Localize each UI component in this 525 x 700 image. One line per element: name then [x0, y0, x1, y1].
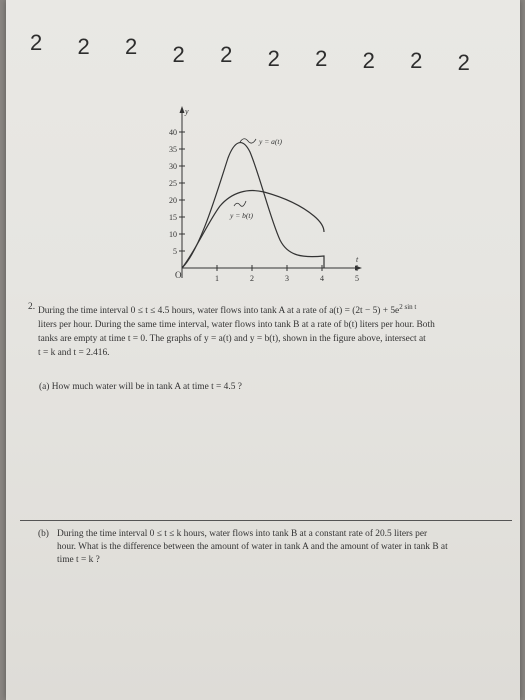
graph-figure — [156, 100, 376, 295]
part-b — [38, 528, 478, 567]
page-number: 2 — [125, 34, 138, 59]
page-number-row — [30, 28, 470, 75]
origin-label: O — [175, 270, 182, 280]
page-number: 2 — [267, 46, 280, 71]
page-number: 2 — [30, 30, 43, 55]
t-tick-label: 2 — [250, 274, 254, 283]
page-number: 2 — [362, 48, 375, 73]
t-tick-label: 5 — [355, 274, 359, 283]
graph-svg — [156, 100, 376, 290]
part-b-line: hour. What is the difference between the amount of water in tank A and the amount of water in tank B at — [57, 542, 448, 552]
y-axis-arrow — [180, 106, 185, 113]
page-number: 2 — [457, 50, 470, 75]
page-number: 2 — [410, 48, 423, 73]
problem-statement — [28, 300, 490, 360]
y-tick-label: 20 — [169, 196, 177, 205]
curve-b-label: y = b(t) — [230, 211, 253, 220]
problem-line: liters per hour. During the same time interval, water flows into tank B at a rate of b(t) liters per hour. Both — [38, 320, 435, 331]
divider-line — [20, 520, 512, 521]
curve-a-label: y = a(t) — [259, 137, 282, 146]
y-tick-label: 25 — [169, 179, 177, 188]
exponent: 2 sin t — [399, 303, 417, 311]
exam-page — [6, 0, 520, 700]
page-number: 2 — [77, 34, 90, 59]
t-axis-label: t — [356, 255, 359, 264]
part-b-label: (b) — [38, 529, 49, 539]
part-b-line: time t = k ? — [57, 555, 100, 565]
y-tick-label: 40 — [169, 128, 177, 137]
problem-line: t = k and t = 2.416. — [38, 348, 110, 359]
t-tick-label: 1 — [215, 274, 219, 283]
t-tick-label: 3 — [285, 274, 289, 283]
part-a — [39, 382, 242, 392]
problem-number: 2. — [28, 302, 36, 312]
y-tick-label: 10 — [169, 230, 177, 239]
y-axis-label: y — [185, 107, 189, 116]
problem-line: During the time interval 0 ≤ t ≤ 4.5 hours, water flows into tank A at a rate of $a(t) = (2t - 5) + 5e^{2 sin t}$ — [38, 303, 417, 317]
curve-b-pointer — [234, 201, 246, 206]
part-a-text: How much water will be in tank A at time t = 4.5 ? — [51, 382, 242, 392]
t-tick-label: 4 — [320, 274, 324, 283]
curve-a — [182, 143, 324, 268]
y-tick-label: 30 — [169, 162, 177, 171]
part-a-label: (a) — [39, 382, 50, 392]
t-axis-arrow — [355, 266, 362, 271]
part-b-line: During the time interval 0 ≤ t ≤ k hours, water flows into tank B at a constant rate of 20.5 liters per — [57, 529, 428, 539]
y-tick-label: 35 — [169, 145, 177, 154]
page-number: 2 — [172, 42, 185, 67]
page-number: 2 — [220, 42, 233, 67]
y-tick-label: 5 — [173, 247, 177, 256]
page-number: 2 — [315, 46, 328, 71]
problem-line: tanks are empty at time t = 0. The graphs of y = a(t) and y = b(t), shown in the figure above, intersect at — [38, 334, 426, 345]
y-tick-label: 15 — [169, 213, 177, 222]
